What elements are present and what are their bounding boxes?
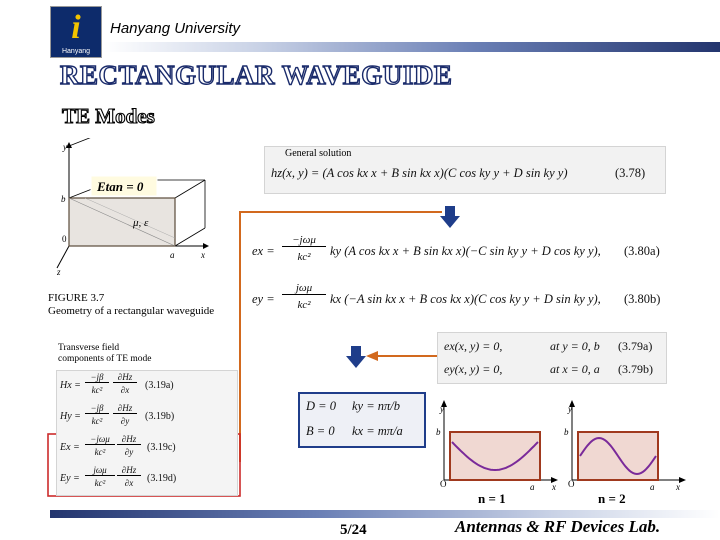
svg-text:O: O xyxy=(568,479,575,489)
svg-text:O: O xyxy=(440,479,447,489)
lab-name: Antennas & RF Devices Lab. xyxy=(455,517,661,536)
svg-text:0: 0 xyxy=(62,234,67,244)
svg-text:a: a xyxy=(170,250,175,260)
page-number: 5/24 xyxy=(340,522,367,538)
svg-text:b: b xyxy=(61,194,66,204)
university-name: Hanyang University xyxy=(110,20,241,37)
svg-text:b: b xyxy=(436,427,441,437)
logo-letter: i xyxy=(71,9,81,46)
general-solution-number: (3.78) xyxy=(615,166,646,180)
mode-label-n1: n = 1 xyxy=(478,491,506,506)
medium-label: μ, ε xyxy=(133,217,149,229)
svg-text:a: a xyxy=(530,482,535,492)
transverse-eq-hy: Hy = −jβ kc² ∂Hz ∂y (3.19b) xyxy=(60,403,175,426)
mode-label-n2: n = 2 xyxy=(598,491,626,506)
transverse-eq-hx: Hx = −jβ kc² ∂Hz ∂x (3.19a) xyxy=(60,372,174,395)
svg-text:y: y xyxy=(63,142,67,152)
mode-plot-n1 xyxy=(430,398,560,503)
logo-text: Hanyang xyxy=(61,48,91,55)
field-equation-ex: ex = −jωμ kc² ky (A cos kx x + B sin kx x)(−C sin ky y + D cos ky y), (3.80a) xyxy=(252,234,660,263)
svg-text:x: x xyxy=(552,482,556,492)
svg-text:z: z xyxy=(57,267,61,277)
transverse-eq-ex: Ex = −jωμ kc² ∂Hz ∂y (3.19c) xyxy=(60,434,176,457)
boundary-conditions-panel: ex(x, y) = 0, at y = 0, b (3.79a) ey(x, y) = 0, at x = 0, a (3.79b) xyxy=(437,332,667,384)
general-solution-label: General solution xyxy=(285,148,352,159)
transverse-equations-panel xyxy=(56,370,238,496)
boundary-label: Etan = 0 xyxy=(97,179,144,194)
svg-text:y: y xyxy=(440,404,444,414)
constants-panel: D = 0 ky = nπ/b B = 0 kx = mπ/a xyxy=(298,392,426,448)
mode-box-n1 xyxy=(450,432,540,480)
figure-caption-text: Geometry of a rectangular waveguide xyxy=(48,305,215,317)
figure-caption-title: FIGURE 3.7 xyxy=(48,292,105,304)
down-arrow-icon xyxy=(346,346,366,368)
svg-text:x: x xyxy=(201,250,205,260)
svg-text:b: b xyxy=(564,427,569,437)
field-equations xyxy=(252,232,672,322)
mode-plot-n2 xyxy=(558,398,688,503)
svg-text:a: a xyxy=(650,482,655,492)
transverse-label: Transverse field components of TE mode xyxy=(58,343,152,364)
slide-subtitle: TE Modes xyxy=(62,104,155,128)
svg-text:x: x xyxy=(676,482,680,492)
svg-text:y: y xyxy=(568,404,572,414)
slide-title: RECTANGULAR WAVEGUIDE xyxy=(60,60,453,90)
transverse-eq-ey: Ey = jωμ kc² ∂Hz ∂x (3.19d) xyxy=(60,465,177,488)
general-solution-equation: hz(x, y) = (A cos kx x + B sin kx x)(C cos ky y + D sin ky y) xyxy=(271,166,568,180)
field-equation-ey: ey = jωμ kc² kx (−A sin kx x + B cos kx x)(C cos ky y + D sin ky y), (3.80b) xyxy=(252,282,661,311)
down-arrow-icon xyxy=(440,206,460,228)
